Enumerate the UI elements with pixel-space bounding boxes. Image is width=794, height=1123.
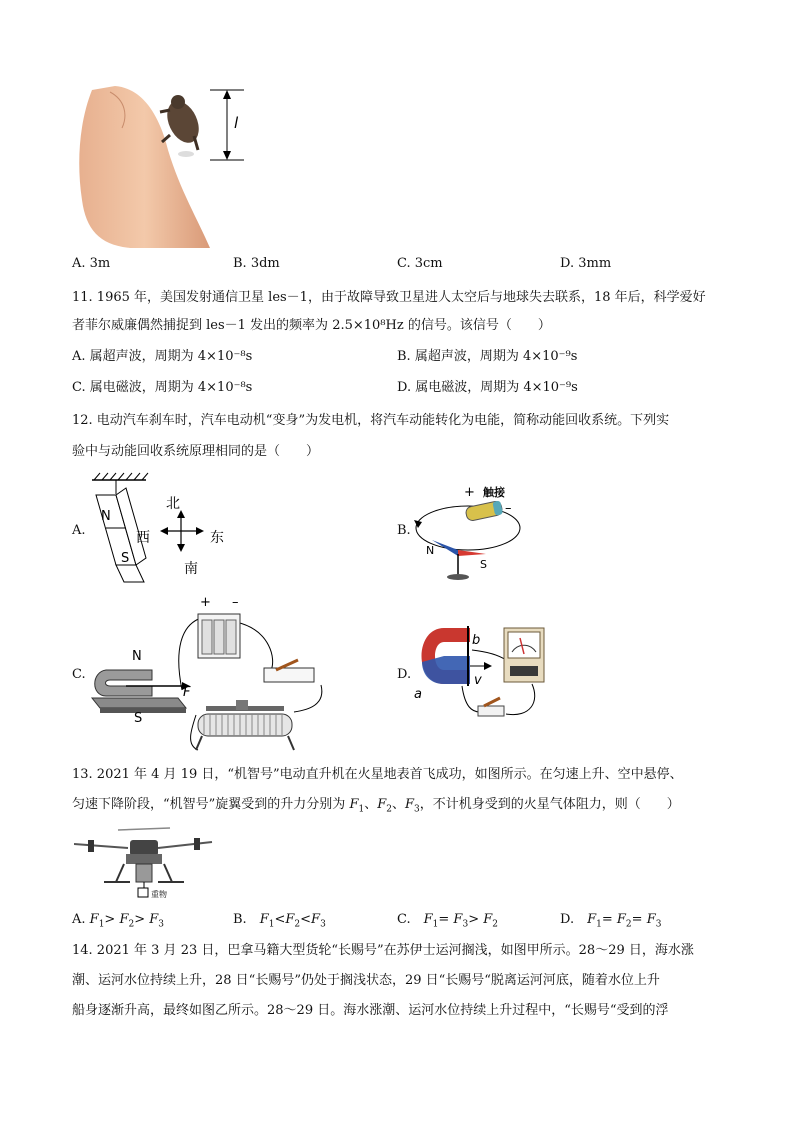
horseshoe-magnet-icon [92,670,190,713]
q12-figure-a[interactable] [86,470,236,585]
touch-label: 触接 [483,486,505,499]
velocity-label: v [474,673,482,688]
q12-figure-c[interactable] [86,590,326,760]
q13-option-b[interactable]: B. $F_1<F_2<F_3$ [233,912,326,930]
q13-stem-line2: 匀速下降阶段，“机智号”旋翼受到的升力分别为 $F_1$、$F_2$、$F_3$，不计机身受到的火星气体阻力，则（ ） [72,797,680,815]
rod-a-label: a [414,687,422,702]
battery-icon [465,500,503,521]
q10-option-d[interactable]: D. 3mm [560,256,612,271]
magnet-n-label: N [101,509,111,524]
q12-stem-line2: 验中与动能回收系统原理相同的是（ ） [72,444,320,459]
q13-option-a[interactable]: A. $F_1> F_2> F_3$ [72,912,165,930]
length-marker [210,90,244,160]
q10-figure [70,80,260,248]
q12-figure-b[interactable] [410,476,535,584]
weight-label: 重物 [151,890,167,899]
q13-option-c[interactable]: C. $F_1= F_3> F_2$ [397,912,498,930]
q10-option-b[interactable]: B. 3dm [233,256,280,271]
force-label: F [183,685,191,700]
drone-icon [74,828,212,897]
q11-option-b[interactable]: B. 属超声波，周期为 4×10⁻⁹s [397,349,578,364]
q11-option-d[interactable]: D. 属电磁波，周期为 4×10⁻⁹s [397,380,578,395]
q12-stem-line1: 12. 电动汽车刹车时，汽车电动机“变身”为发电机，将汽车动能转化为电能，简称动能回收系统。下列实 [72,413,670,428]
rheostat-icon [196,700,294,750]
q10-option-c[interactable]: C. 3cm [397,256,443,271]
magnetic-needle-icon [432,540,486,580]
q11-stem-line2: 者菲尔威廉偶然捕捉到 les－1 发出的频率为 2.5×10⁸Hz 的信号。该信号（ ） [72,318,551,333]
magnet-s-label: S [134,711,143,726]
needle-s-label: S [480,558,487,571]
q12-option-a-label[interactable]: A. [72,523,86,538]
q12-figure-d[interactable] [410,622,560,722]
battery-plus-label: + [200,595,211,610]
plus-label: + [464,485,475,500]
q11-option-c[interactable]: C. 属电磁波，周期为 4×10⁻⁸s [72,380,253,395]
q14-stem-line1: 14. 2021 年 3 月 23 日，巴拿马籍大型货轮“长赐号”在苏伊士运河搁浅，如图甲所示。28～29 日，海水涨 [72,943,694,958]
switch-icon [478,698,504,716]
q12-option-c-label[interactable]: C. [72,667,86,682]
ceiling-hatch [92,473,148,480]
length-label: l [234,114,239,132]
magnet-s-label: S [121,551,130,566]
q11-stem-line1: 11. 1965 年，美国发射通信卫星 les－1，由于故障导致卫星进人太空后与地球失去联系，18 年后，科学爱好 [72,290,706,305]
battery-box-icon [198,614,240,658]
needle-n-label: N [426,544,435,557]
q13-option-d[interactable]: D. $F_1= F_2= F_3$ [560,912,662,930]
q11-option-a[interactable]: A. 属超声波，周期为 4×10⁻⁸s [72,349,253,364]
q14-stem-line2: 潮、运河水位持续上升，28 日“长赐号”仍处于搁浅状态，29 日“长赐号“脱离运河河底，随着水位上升 [72,973,660,988]
q13-stem-line1: 13. 2021 年 4 月 19 日，“机智号”电动直升机在火星地表首飞成功，如图所示。在匀速上升、空中悬停、 [72,767,683,782]
north-label: 北 [166,496,180,512]
q10-option-a[interactable]: A. 3m [72,256,111,271]
south-label: 南 [184,561,198,577]
west-label: 西 [136,530,150,546]
q12-option-b-label[interactable]: B. [397,523,411,538]
rod-b-label: b [472,633,481,648]
minus-label: – [505,501,512,516]
u-magnet-icon [422,628,471,684]
galvanometer-icon [504,628,544,682]
compass-cross-icon [160,510,204,552]
q12-option-d-label[interactable]: D. [397,667,412,682]
east-label: 东 [210,530,224,546]
magnet-n-label: N [132,649,142,664]
q14-stem-line3: 船身逐渐升高，最终如图乙所示。28～29 日。海水涨潮、运河水位持续上升过程中，“长赐号“受到的浮 [72,1003,669,1018]
q13-figure-drone [74,822,214,900]
switch-icon [264,660,314,682]
battery-minus-label: – [232,595,239,610]
